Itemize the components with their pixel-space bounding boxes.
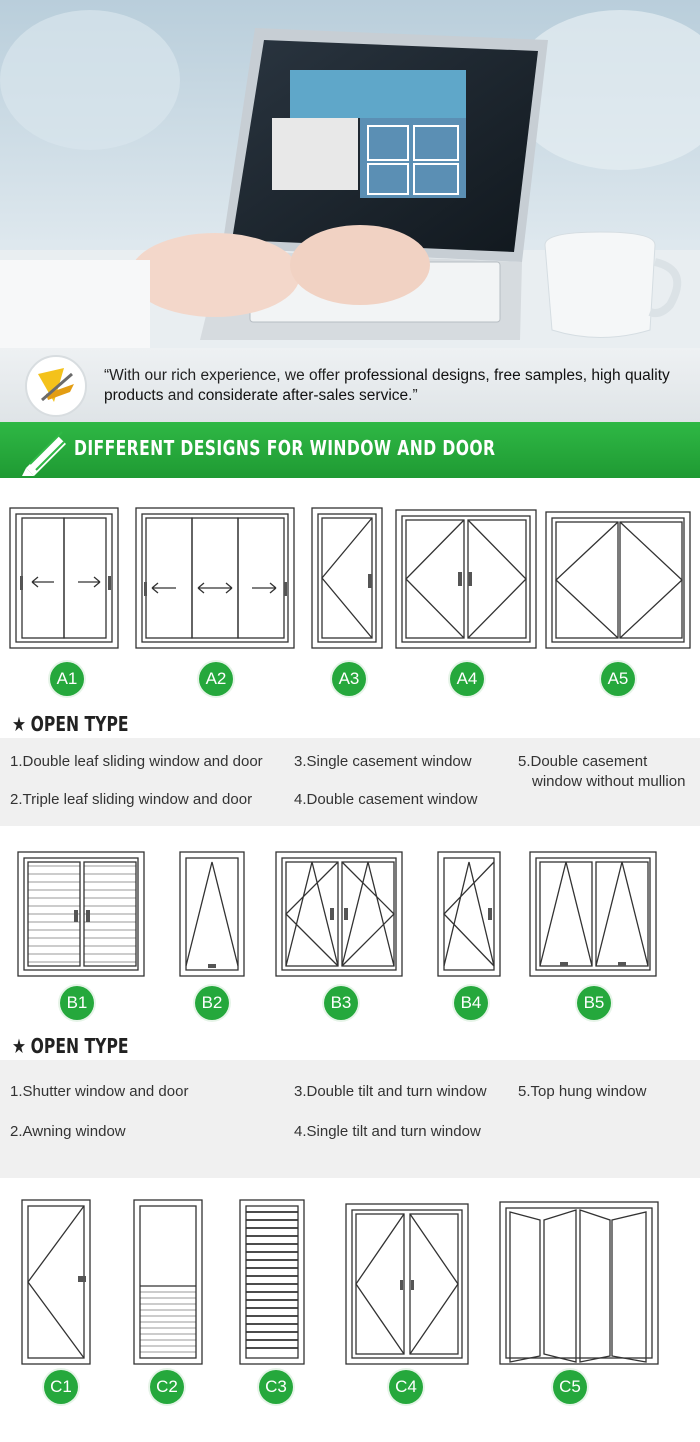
open-type-a-item-1: 1.Double leaf sliding window and door <box>10 753 263 770</box>
drawing-a2 <box>136 508 294 648</box>
code-badge-c4: C4 <box>389 1370 423 1404</box>
handles <box>20 572 626 1290</box>
drawing-a5 <box>546 512 690 648</box>
code-badge-a3: A3 <box>332 662 366 696</box>
quote-highlight-1: professional designs, free samples, high quality products <box>104 367 670 404</box>
open-type-label-a: OPEN TYPE <box>30 712 129 736</box>
open-type-b-item-5: 5.Top hung window <box>518 1083 647 1100</box>
open-type-a-item-3: 3.Single casement window <box>294 753 472 770</box>
code-badge-a4: A4 <box>450 662 484 696</box>
quote-text-end: .” <box>408 387 418 404</box>
code-badge-c1: C1 <box>44 1370 78 1404</box>
star-icon: ★ <box>12 712 26 736</box>
open-type-a-item-5: 5.Double casement <box>518 753 648 770</box>
open-type-a-item-4: 4.Double casement window <box>294 791 478 808</box>
drawing-c5 <box>500 1202 658 1364</box>
open-type-heading-a <box>12 712 129 736</box>
drawing-c4 <box>346 1204 468 1364</box>
drawing-c2 <box>134 1200 202 1364</box>
drawing-a1 <box>10 508 118 648</box>
code-badge-b1: B1 <box>60 986 94 1020</box>
open-type-b-item-3: 3.Double tilt and turn window <box>294 1083 487 1100</box>
open-type-label-b: OPEN TYPE <box>30 1034 129 1058</box>
code-badge-c3: C3 <box>259 1370 293 1404</box>
code-badge-b3: B3 <box>324 986 358 1020</box>
quote-text-middle: and <box>163 387 198 404</box>
quote-text-start: “With our rich experience, we offer <box>104 367 345 384</box>
code-badge-b4: B4 <box>454 986 488 1020</box>
open-type-b-item-1: 1.Shutter window and door <box>10 1083 189 1100</box>
code-badge-c5: C5 <box>553 1370 587 1404</box>
drawing-b1 <box>18 852 144 976</box>
drawing-a4 <box>396 510 536 648</box>
drawing-b5 <box>530 852 656 976</box>
code-badge-a5: A5 <box>601 662 635 696</box>
star-icon: ★ <box>12 1034 26 1058</box>
open-type-a-item-5-cont: window without mullion <box>532 773 686 790</box>
code-badge-b5: B5 <box>577 986 611 1020</box>
open-type-b-item-4: 4.Single tilt and turn window <box>294 1123 481 1140</box>
drawing-b2 <box>180 852 244 976</box>
code-badge-a1: A1 <box>50 662 84 696</box>
drawing-c3 <box>240 1200 304 1364</box>
open-type-heading-b <box>12 1034 129 1058</box>
code-badge-a2: A2 <box>199 662 233 696</box>
open-type-box-b <box>0 1060 700 1178</box>
quote-highlight-2: considerate after-sales service <box>197 387 409 404</box>
drawing-b3 <box>276 852 402 976</box>
open-type-a-item-2: 2.Triple leaf sliding window and door <box>10 791 253 808</box>
code-badge-b2: B2 <box>195 986 229 1020</box>
code-badge-c2: C2 <box>150 1370 184 1404</box>
banner-title: DIFFERENT DESIGNS FOR WINDOW AND DOOR <box>74 436 496 460</box>
open-type-b-item-2: 2.Awning window <box>10 1123 126 1140</box>
